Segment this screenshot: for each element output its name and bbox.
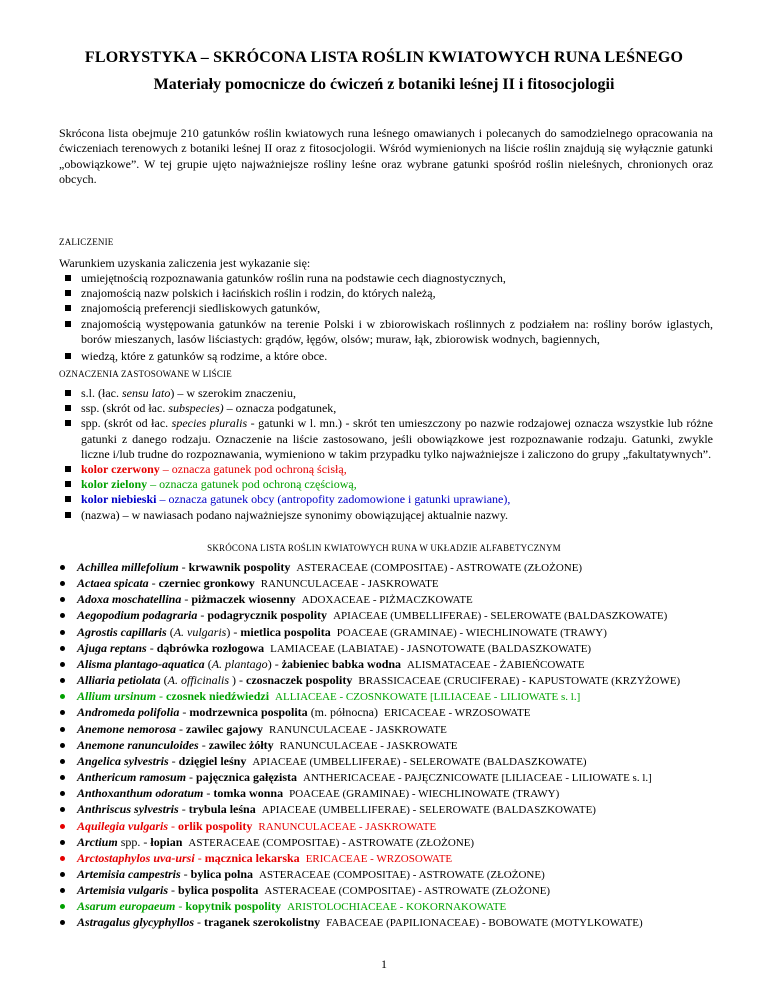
zaliczenie-lead: Warunkiem uzyskania zaliczenia jest wykazanie się: [59,256,311,270]
polish-name: czerniec gronkowy [158,576,255,591]
bullet-icon [60,694,65,699]
bullet-icon [60,759,65,764]
list-item: s.l. (łac. sensu lato) – w szerokim znaczeniu, [59,386,713,401]
bullet-icon [60,710,65,715]
polish-name: trybula leśna [188,802,256,817]
family-name: ADOXACEAE - PIŻMACZKOWATE [301,594,473,607]
latin-name: Actaea spicata [77,576,149,591]
list-item: (nazwa) – w nawiasach podano najważniejsze synonimy obowiązującej aktualnie nazwy. [59,508,713,523]
name-prefix: ( [204,656,212,671]
list-item: Alisma plantago-aquatica (A. plantago) - żabieniec babka wodna ALISMATACEAE - ŻABIEŃCOWATE [59,657,739,673]
zaliczenie-list [59,271,713,364]
polish-name-extra: (m. północna) [307,705,378,720]
list-item: znajomością nazw polskich i łacińskich roślin i rodzin, do których należą, [59,286,713,301]
list-item: Actaea spicata - czerniec gronkowy RANUNCULACEAE - JASKROWATE [59,576,739,592]
latin-name: Anemone ranunculoides [77,737,199,752]
polish-name: czosnek niedźwiedzi [166,689,270,704]
bullet-icon [60,872,65,877]
latin-name: Arctium [77,834,118,849]
list-item: spp. (skrót od łac. species pluralis - gatunki w l. mn.) - skrót ten umieszczony po nazwie rodzajowej oznacza wszystkie lub różne gatunki z danego rodzaju. Oznaczenie na liście zastosowano, jeśli obowiązkowe jest rozpoznawanie rodzaju. Gatunki, zwykle liczne i/lub trudne do rozpoznawania, wymieniono w takim przypadku tylko najważniejsze i zaliczono do grupy „fakultatywnych”. [59,416,713,462]
family-name: ANTHERICACEAE - PAJĘCZNICOWATE [LILIACEAE - LILIOWATE s. l.] [303,772,652,785]
latin-name: Ajuga reptans [77,640,147,655]
family-name: ASTERACEAE (COMPOSITAE) - ASTROWATE (ZŁOŻONE) [296,562,583,574]
latin-name: Achillea millefolium [77,560,179,574]
latin-name: Alliaria petiolata [77,673,161,688]
family-name: RANUNCULACEAE - JASKROWATE [260,578,439,591]
polish-name: bylica polna [190,866,254,881]
name-suffix: ) [267,656,272,671]
family-name: APIACEAE (UMBELLIFERAE) - SELEROWATE (BALDASZKOWATE) [261,804,596,817]
latin-name: Aquilegia vulgaris [77,818,169,833]
synonym-name: A. officinalis [167,673,230,688]
bullet-icon [60,904,65,909]
bullet-icon [65,321,71,327]
oznaczenia-heading: OZNACZENIA ZASTOSOWANE W LIŚCIE [59,369,232,379]
zaliczenie-heading: ZALICZENIE [59,237,114,247]
latin-name: Artemisia vulgaris [77,883,169,898]
family-name: POACEAE (GRAMINAE) - WIECHLINOWATE (TRAWY) [289,788,560,801]
bullet-icon [60,630,65,635]
family-name: LAMIACEAE (LABIATAE) - JASNOTOWATE (BALDASZKOWATE) [270,642,592,655]
family-name: FABACEAE (PAPILIONACEAE) - BOBOWATE (MOTYLKOWATE) [326,917,643,930]
family-name: ERICACEAE - WRZOSOWATE [305,852,453,865]
bullet-icon [65,481,71,487]
latin-name: Anthriscus sylvestris [77,802,179,817]
list-item: znajomością preferencji siedliskowych gatunków, [59,301,713,316]
page-subtitle: Materiały pomocnicze do ćwiczeń z botaniki leśnej II i fitosocjologii [153,76,615,93]
latin-name: Asarum europaeum [77,899,176,914]
polish-name: żabieniec babka wodna [281,656,402,671]
list-heading: SKRÓCONA LISTA ROŚLIN KWIATOWYCH RUNA W UKŁADZIE ALFABETYCZNYM [207,543,561,553]
bullet-icon [65,496,71,502]
polish-name: mietlica pospolita [240,624,331,639]
oznaczenia-list [59,386,713,523]
latin-name: Anthoxanthum odoratum [77,786,204,801]
latin-name: Astragalus glycyphyllos [77,915,195,930]
bullet-icon [60,775,65,780]
bullet-icon [65,290,71,296]
bullet-icon [60,581,65,586]
family-name: ALISMATACEAE - ŻABIEŃCOWATE [407,658,585,671]
family-name: APIACEAE (UMBELLIFERAE) - SELEROWATE (BALDASZKOWATE) [252,755,587,768]
bullet-icon [60,888,65,893]
polish-name: dąbrówka rozłogowa [156,640,265,655]
latin-name: Angelica sylvestris [77,753,169,768]
name-prefix: ( [160,673,168,688]
polish-name: krwawnik pospolity [188,560,291,574]
bullet-icon [65,275,71,281]
bullet-icon [60,597,65,602]
list-item: Alliaria petiolata (A. officinalis ) - czosnaczek pospolity BRASSICACEAE (CRUCIFERAE) - KAPUSTOWATE (KRZYŻOWE) [59,673,739,689]
bullet-icon [65,390,71,396]
family-name: POACEAE (GRAMINAE) - WIECHLINOWATE (TRAWY) [336,626,607,639]
latin-name: Aegopodium podagraria [77,608,198,623]
bullet-icon [65,466,71,472]
bullet-icon [60,920,65,925]
bullet-icon [60,565,65,570]
bullet-icon [60,824,65,829]
polish-name: modrzewnica pospolita [189,705,308,720]
bullet-icon [65,512,71,518]
synonym-name: A. plantago [211,656,268,671]
polish-name: piżmaczek wiosenny [191,592,296,607]
bullet-icon [60,727,65,732]
family-name: RANUNCULACEAE - JASKROWATE [269,723,447,736]
latin-name: Anemone nemorosa [77,721,177,736]
latin-name: Agrostis capillaris [77,624,167,639]
list-item: Anemone ranunculoides - zawilec żółty RANUNCULACEAE - JASKROWATE [59,738,739,754]
list-item: ssp. (skrót od łac. subspecies) – oznacza podgatunek, [59,401,713,416]
list-item: znajomością występowania gatunków na terenie Polski i w zbiorowiskach roślinnych z podziałem na: rośliny borów iglastych, borów mieszanych, lasów liściastych: grądów, łęgów, olsów; muraw, łąk, zbiorowisk wodnych, bagiennych, [59,317,713,347]
list-item: Astragalus glycyphyllos - traganek szerokolistny FABACEAE (PAPILIONACEAE) - BOBOWATE (MOTYLKOWATE) [59,915,739,931]
polish-name: zawilec gajowy [186,721,263,736]
list-item: Aquilegia vulgaris - orlik pospolity RANUNCULACEAE - JASKROWATE [59,819,739,835]
polish-name: kopytnik pospolity [185,899,282,914]
list-item: kolor czerwony – oznacza gatunek pod ochroną ścisłą, [59,462,713,477]
bullet-icon [60,856,65,861]
list-item: Artemisia vulgaris - bylica pospolita ASTERACEAE (COMPOSITAE) - ASTROWATE (ZŁOŻONE) [59,883,739,899]
list-item: Agrostis capillaris (A. vulgaris) - mietlica pospolita POACEAE (GRAMINAE) - WIECHLINOWATE (TRAWY) [59,625,739,641]
polish-name: orlik pospolity [178,818,253,833]
list-item: Aegopodium podagraria - podagrycznik pospolity APIACEAE (UMBELLIFERAE) - SELEROWATE (BALDASZKOWATE) [59,608,739,624]
polish-name: podagrycznik pospolity [207,608,328,623]
bullet-icon [65,353,71,359]
list-item: Anthericum ramosum - pajęcznica gałęzista ANTHERICACEAE - PAJĘCZNICOWATE [LILIACEAE - LILIOWATE s. l.] [59,770,739,786]
name-prefix: ( [166,624,174,639]
family-name: BRASSICACEAE (CRUCIFERAE) - KAPUSTOWATE (KRZYŻOWE) [358,675,681,688]
latin-name: Alisma plantago-aquatica [77,656,205,671]
intro-paragraph: Skrócona lista obejmuje 210 gatunków roślin kwiatowych runa leśnego omawianych i polecanych do samodzielnego opracowania na ćwiczeniach terenowych z botaniki leśnej II oraz z fitosocjologii. Wśród wymienionych na liście roślin znajdują się wyłącznie gatunki „obowiązkowe”. W tej grupie ujęto najważniejsze rośliny leśne oraz wybrane gatunki spośród roślin nieleśnych, chronionych oraz obcych. [59,126,713,186]
bullet-icon [60,662,65,667]
polish-name: pajęcznica gałęzista [196,770,297,785]
latin-name: Andromeda polifolia [77,705,180,720]
list-item: kolor zielony – oznacza gatunek pod ochroną częściową, [59,477,713,492]
list-item: Anthoxanthum odoratum - tomka wonna POACEAE (GRAMINAE) - WIECHLINOWATE (TRAWY) [59,786,739,802]
list-item: Arctostaphylos uva-ursi - mącznica lekarska ERICACEAE - WRZOSOWATE [59,851,739,867]
polish-name: łopian [150,834,183,849]
polish-name: mącznica lekarska [204,850,300,865]
bullet-icon [60,791,65,796]
list-item: Anthriscus sylvestris - trybula leśna APIACEAE (UMBELLIFERAE) - SELEROWATE (BALDASZKOWATE) [59,802,739,818]
list-item: Angelica sylvestris - dzięgiel leśny APIACEAE (UMBELLIFERAE) - SELEROWATE (BALDASZKOWATE) [59,754,739,770]
list-item: Allium ursinum - czosnek niedźwiedzi ALLIACEAE - CZOSNKOWATE [LILIACEAE - LILIOWATE s. l.] [59,689,739,705]
family-name: APIACEAE (UMBELLIFERAE) - SELEROWATE (BALDASZKOWATE) [333,610,668,623]
list-item: Adoxa moschatellina - piżmaczek wiosenny ADOXACEAE - PIŻMACZKOWATE [59,592,739,608]
name-suffix: ) [229,673,237,688]
list-item: Arctium spp. - łopian ASTERACEAE (COMPOSITAE) - ASTROWATE (ZŁOŻONE) [59,835,739,851]
list-item: Artemisia campestris - bylica polna ASTERACEAE (COMPOSITAE) - ASTROWATE (ZŁOŻONE) [59,867,739,883]
polish-name: bylica pospolita [178,883,259,898]
name-prefix: spp. [117,834,141,849]
bullet-icon [60,646,65,651]
bullet-icon [60,840,65,845]
family-name: RANUNCULACEAE - JASKROWATE [279,739,458,752]
name-suffix: ) [226,624,231,639]
family-name: ASTERACEAE (COMPOSITAE) - ASTROWATE (ZŁOŻONE) [264,885,551,898]
bullet-icon [60,613,65,618]
list-item: wiedzą, które z gatunków są rodzime, a które obce. [59,349,713,364]
polish-name: czosnaczek pospolity [246,673,353,688]
family-name: ARISTOLOCHIACEAE - KOKORNAKOWATE [287,901,507,914]
plant-list [59,560,739,932]
list-item: Asarum europaeum - kopytnik pospolity ARISTOLOCHIACEAE - KOKORNAKOWATE [59,899,739,915]
family-name: RANUNCULACEAE - JASKROWATE [258,820,437,833]
polish-name: dzięgiel leśny [178,753,247,768]
list-item: umiejętnością rozpoznawania gatunków roślin runa na podstawie cech diagnostycznych, [59,271,713,286]
latin-name: Arctostaphylos uva-ursi [77,850,195,865]
list-item: Achillea millefolium - krwawnik pospolity ASTERACEAE (COMPOSITAE) - ASTROWATE (ZŁOŻONE) [59,560,739,576]
synonym-name: A. vulgaris [173,624,227,639]
list-item: Anemone nemorosa - zawilec gajowy RANUNCULACEAE - JASKROWATE [59,722,739,738]
latin-name: Anthericum ramosum [77,770,187,785]
list-item: Andromeda polifolia - modrzewnica pospolita (m. północna) ERICACEAE - WRZOSOWATE [59,705,739,721]
latin-name: Artemisia campestris [77,866,181,881]
latin-name: Allium ursinum [77,689,157,704]
polish-name: zawilec żółty [208,737,274,752]
page-title: FLORYSTYKA – SKRÓCONA LISTA ROŚLIN KWIATOWYCH RUNA LEŚNEGO [84,49,684,66]
polish-name: traganek szerokolistny [204,915,321,930]
bullet-icon [60,807,65,812]
bullet-icon [65,405,71,411]
bullet-icon [60,743,65,748]
bullet-icon [65,305,71,311]
list-item: Ajuga reptans - dąbrówka rozłogowa LAMIACEAE (LABIATAE) - JASNOTOWATE (BALDASZKOWATE) [59,641,739,657]
family-name: ALLIACEAE - CZOSNKOWATE [LILIACEAE - LILIOWATE s. l.] [275,691,581,704]
polish-name: tomka wonna [213,786,284,801]
family-name: ASTERACEAE (COMPOSITAE) - ASTROWATE (ZŁOŻONE) [259,868,545,881]
family-name: ERICACEAE - WRZOSOWATE [384,707,531,720]
bullet-icon [60,678,65,683]
bullet-icon [65,420,71,426]
family-name: ASTERACEAE (COMPOSITAE) - ASTROWATE (ZŁOŻONE) [188,836,475,849]
latin-name: Adoxa moschatellina [77,592,182,607]
list-item: kolor niebieski – oznacza gatunek obcy (antropofity zadomowione i gatunki uprawiane), [59,492,713,507]
page-number: 1 [381,957,387,971]
